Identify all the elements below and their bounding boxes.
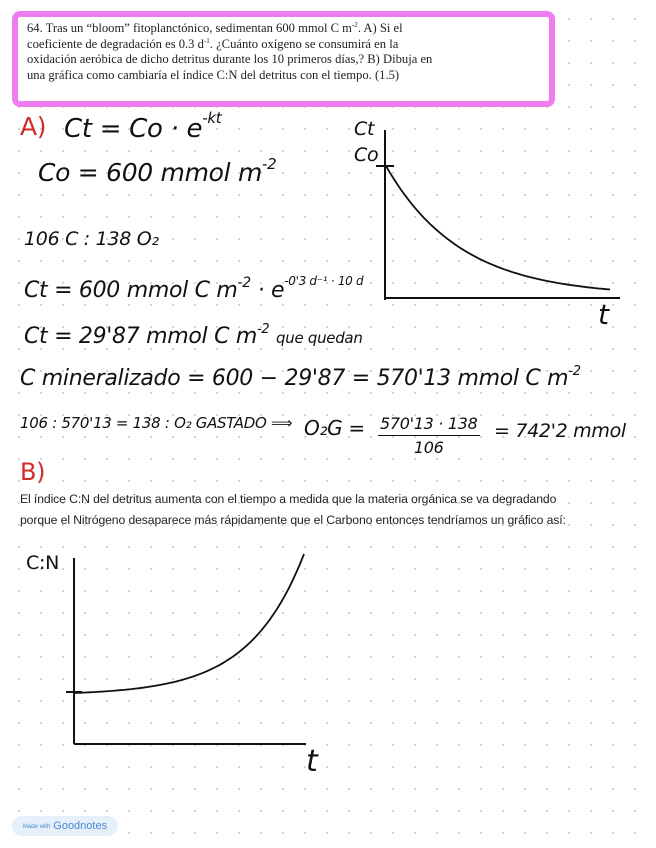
question-line-1: 64. Tras un “bloom” fitoplanctónico, sedimentan 600 mmol C m bbox=[27, 21, 352, 35]
graph-cn-x-label: t bbox=[306, 744, 318, 779]
remaining-carbon-result-exponent: -2 bbox=[256, 322, 270, 337]
question-box bbox=[12, 11, 555, 107]
decay-formula-text: Ct = Co · e bbox=[64, 114, 203, 144]
remaining-carbon-result-text: Ct = 29'87 mmol C m bbox=[24, 324, 257, 349]
question-line-2: coeficiente de degradación es 0.3 d bbox=[27, 36, 204, 51]
oxygen-fraction-numerator: 570'13 · 138 bbox=[378, 414, 480, 436]
graph-cn-y-label: C:N bbox=[26, 552, 59, 574]
decay-formula-exponent: -kt bbox=[202, 109, 222, 127]
remaining-carbon-exponent: -2 bbox=[237, 275, 251, 291]
question-line-1-end: . A) Si el bbox=[357, 21, 403, 35]
graph-decay bbox=[340, 110, 640, 340]
made-with-text: Made with bbox=[22, 824, 51, 830]
question-exponent-2: -1 bbox=[203, 36, 210, 45]
graph-decay-y-label: Ct bbox=[354, 118, 375, 140]
decay-formula bbox=[64, 109, 222, 144]
part-b-label: B) bbox=[20, 458, 46, 486]
goodnotes-badge bbox=[12, 816, 118, 836]
question-exponent-1: -2 bbox=[351, 21, 358, 29]
mineralized-carbon-text: C mineralizado = 600 − 29'87 = 570'13 mmol C m bbox=[20, 366, 569, 391]
graph-decay-x-label: t bbox=[598, 298, 609, 331]
remaining-carbon-exp-power: -0'3 d⁻¹ · 10 d bbox=[284, 274, 364, 288]
oxygen-consumed-label: O₂G = bbox=[304, 416, 365, 440]
question-line-3: oxidación aeróbica de dicho detritus durante los 10 primeros días,? B) Dibuja en bbox=[27, 52, 433, 67]
remaining-carbon-result bbox=[24, 324, 363, 349]
oxygen-proportion: 106 : 570'13 = 138 : O₂ GASTADO ⟹ bbox=[20, 414, 293, 432]
initial-concentration-text: Co = 600 mmol m bbox=[38, 158, 263, 187]
question-line-4: una gráfica como cambiaría el índice C:N del detritus con el tiempo. (1.5) bbox=[27, 67, 400, 82]
oxygen-fraction-denominator: 106 bbox=[413, 438, 444, 457]
initial-concentration-exponent: -2 bbox=[262, 155, 277, 173]
part-a-label: A) bbox=[20, 112, 47, 141]
initial-concentration bbox=[38, 155, 277, 187]
oxygen-fraction bbox=[378, 414, 480, 457]
graph-decay-start-label: Co bbox=[354, 144, 379, 166]
stoichiometric-ratio: 106 C : 138 O₂ bbox=[24, 228, 159, 250]
remaining-carbon-formula bbox=[24, 274, 364, 303]
mineralized-carbon-exponent: -2 bbox=[568, 364, 581, 379]
graph-cn-ratio bbox=[60, 548, 360, 758]
mineralized-carbon bbox=[20, 366, 581, 391]
part-b-text-line-2: porque el Nitrógeno desaparece más rápidamente que el Carbono entonces tendríamos un gráfico así: bbox=[20, 513, 566, 527]
remaining-carbon-exp-base: · e bbox=[257, 278, 285, 303]
remaining-carbon-text: Ct = 600 mmol C m bbox=[24, 278, 238, 303]
graph-cn-curve bbox=[74, 554, 304, 693]
oxygen-result: = 742'2 mmol bbox=[494, 420, 626, 442]
question-text bbox=[27, 21, 543, 83]
graph-decay-curve bbox=[386, 166, 610, 290]
remaining-carbon-tail: que quedan bbox=[276, 329, 363, 347]
goodnotes-logo: Goodnotes bbox=[53, 820, 108, 832]
question-line-2-end: . ¿Cuánto oxígeno se consumirá en la bbox=[209, 36, 399, 51]
part-b-text-line-1: El índice C:N del detritus aumenta con el tiempo a medida que la materia orgánica se va degradando bbox=[20, 492, 557, 506]
